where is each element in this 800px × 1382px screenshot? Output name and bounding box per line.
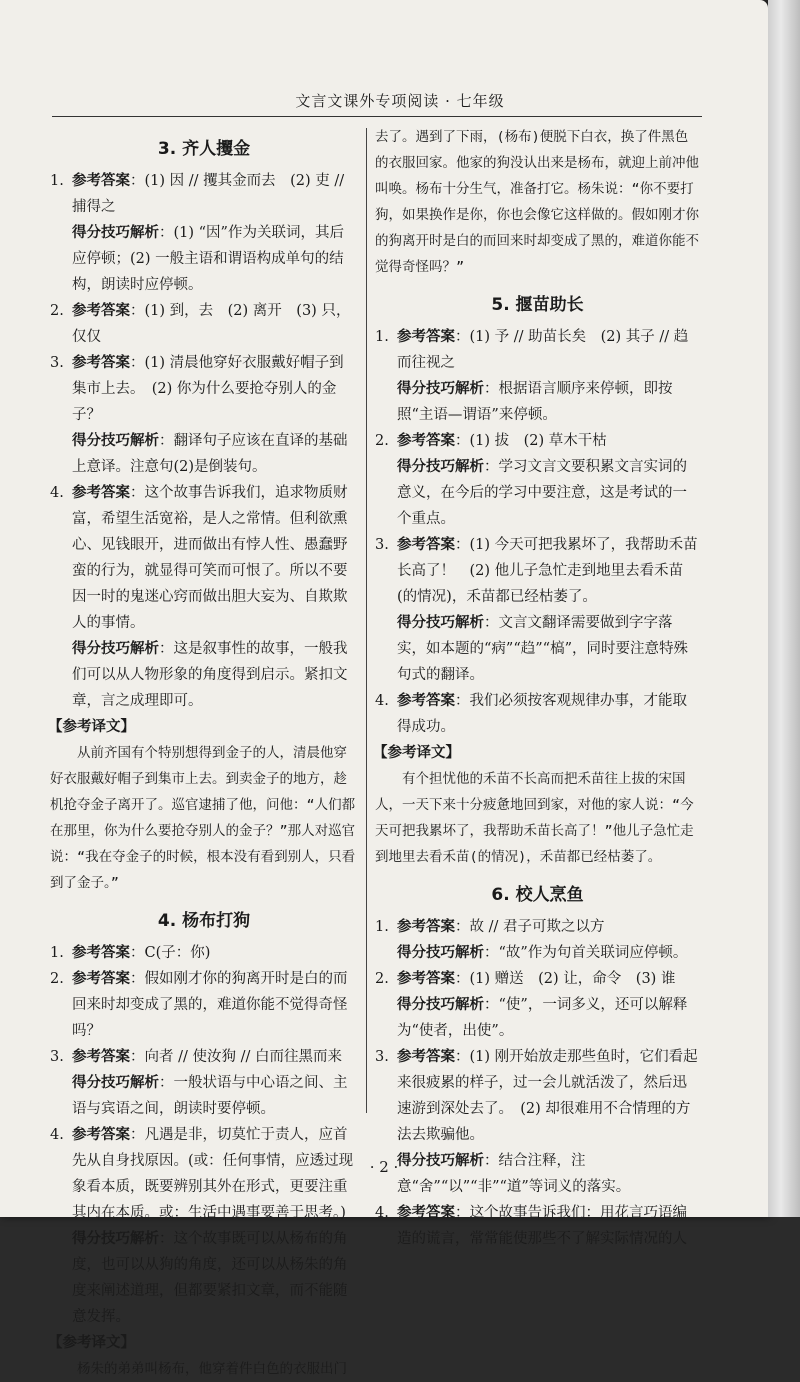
answer-item: 1. 参考答案：(1) 予 // 助苗长矣 (2) 其子 // 趋而往视之 得分技巧解析：根据语言顺序来停顿，即按照“主语—谓语”来停顿。 (375, 329, 689, 423)
page-number: · 2 · (369, 1158, 399, 1176)
answer-item: 4. 参考答案：凡遇是非，切莫忙于责人，应首先从自身找原因。(或：任何事情，应透过现象看本质，既要辨别其外在形式，更要注重其内在本质。或：生活中遇事要善于思考。) 得分技巧解析：这个故事既可以从杨布的角度，也可以从狗的角度，还可以从杨朱的角度来阐述道理，但都要紧扣文章，而不能随意发挥。 (50, 1127, 354, 1325)
answer-item: 3. 参考答案：(1) 今天可把我累坏了，我帮助禾苗长高了！ (2) 他儿子急忙走到地里去看禾苗(的情况)，禾苗都已经枯萎了。 得分技巧解析：文言文翻译需要做到字字落实，如本题的“病”“趋”“槁”，同时要注意特殊句式的翻译。 (375, 537, 698, 683)
answer-item: 4. 参考答案：这个故事告诉我们：用花言巧语编造的谎言，常常能使那些不了解实际情况的人 (375, 1205, 687, 1247)
answer-item: 2. 参考答案：(1) 赠送 (2) 让，命令 (3) 谁 得分技巧解析：“使”，一词多义，还可以解释为“使者，出使”。 (375, 971, 688, 1039)
answer-item: 2. 参考答案：(1) 拔 (2) 草木干枯 得分技巧解析：学习文言文要积累文言实词的意义，在今后的学习中要注意，这是考试的一个重点。 (375, 433, 687, 527)
reference-translation: 从前齐国有个特别想得到金子的人，清晨他穿好衣服戴好帽子到集市上去。到卖金子的地方，趁机抢夺金子离开了。巡官逮捕了他，问他：“人们都在那里，你为什么要抢夺别人的金子？”那人对巡官说：“我在夺金子的时候，根本没有看到别人，只看到了金子。” (50, 745, 356, 891)
answer-item: 3. 参考答案：(1) 清晨他穿好衣服戴好帽子到集市上去。 (2) 你为什么要抢夺别人的金子？ 得分技巧解析：翻译句子应该在直译的基础上意译。注意句(2)是倒装句。 (50, 355, 348, 475)
answer-item: 4. 参考答案：这个故事告诉我们，追求物质财富，希望生活宽裕，是人之常情。但利欲熏心、见钱眼开，进而做出有悖人性、愚蠢野蛮的行为，就显得可笑而可恨了。所以不要因一时的鬼迷心窍而做出胆大妄为、自欺欺人的事情。 得分技巧解析：这是叙事性的故事，一般我们可以从人物形象的角度得到启示。紧扣文章，言之成理即可。 (50, 485, 348, 709)
answer-item: 1. 参考答案：故 // 君子可欺之以方 得分技巧解析：“故”作为句首关联词应停顿。 (375, 919, 688, 961)
section-title-3: 3. 齐人攫金 (157, 139, 251, 159)
answer-item: 3. 参考答案：向者 // 使汝狗 // 白而往黑而来 得分技巧解析：一般状语与中心语之间、主语与宾语之间，朗读时要停顿。 (50, 1049, 348, 1117)
answer-item: 2. 参考答案：(1) 到，去 (2) 离开 (3) 只，仅仅 (50, 303, 351, 345)
answer-item: 1. 参考答案：(1) 因 // 攫其金而去 (2) 吏 // 捕得之 得分技巧解析：(1) “因”作为关联词，其后应停顿；(2) 一般主语和谓语构成单句的结构，朗读时应停顿。 (50, 173, 345, 293)
header-rule (52, 116, 702, 117)
section-title-6: 6. 校人烹鱼 (491, 885, 584, 905)
reference-translation: 有个担忧他的禾苗不长高而把禾苗往上拔的宋国人，一天下来十分疲惫地回到家，对他的家人说：“今天可把我累坏了，我帮助禾苗长高了！”他儿子急忙走到地里去看禾苗(的情况)，禾苗都已经枯萎了。 (375, 771, 694, 865)
reference-translation: 杨朱的弟弟叫杨布，他穿着件白色的衣服出门 (77, 1361, 347, 1377)
right-column (375, 124, 700, 1252)
answer-item: 2. 参考答案：假如刚才你的狗离开时是白的而回来时却变成了黑的，难道你能不觉得奇怪吗？ (50, 971, 348, 1039)
reference-translation-heading: 【参考译文】 (48, 1335, 135, 1351)
answer-item: 4. 参考答案：我们必须按客观规律办事，才能取得成功。 (375, 693, 687, 735)
running-header: 文言文课外专项阅读 · 七年级 (295, 92, 505, 110)
left-column (50, 124, 358, 1382)
answer-item: 1. 参考答案：C(子：你) (50, 945, 211, 961)
page-edge (768, 0, 800, 1217)
answer-item: 3. 参考答案：(1) 刚开始放走那些鱼时，它们看起来很疲累的样子，过一会儿就活泼了，然后迅速游到深处去了。 (2) 却很难用不合情理的方法去欺骗他。 得分技巧解析：结合注释，注意“舍”“以”“非”“道”等词义的落实。 (375, 1049, 698, 1195)
reference-translation-heading: 【参考译文】 (48, 719, 135, 735)
section-title-5: 5. 揠苗助长 (491, 295, 584, 315)
reference-translation-continued: 去了。遇到了下雨，(杨布)便脱下白衣，换了件黑色的衣服回家。他家的狗没认出来是杨布，就迎上前冲他叫唤。杨布十分生气，准备打它。杨朱说：“你不要打狗，如果换作是你，你也会像它这样做的。假如刚才你的狗离开时是白的而回来时却变成了黑的，难道你能不觉得奇怪吗？” (375, 129, 699, 275)
reference-translation-heading: 【参考译文】 (373, 745, 460, 761)
column-divider (366, 128, 367, 1113)
section-title-4: 4. 杨布打狗 (157, 911, 251, 931)
